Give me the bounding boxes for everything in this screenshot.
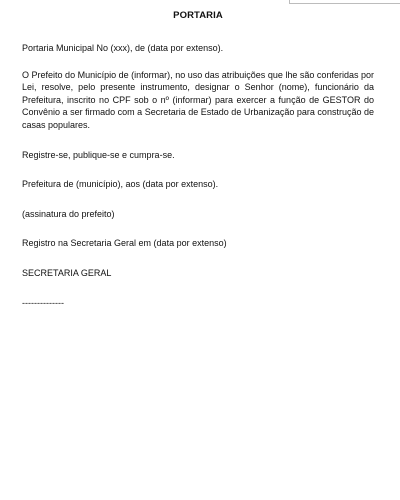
signature-line: (assinatura do prefeito) — [22, 208, 115, 219]
registre-line: Registre-se, publique-se e cumpra-se. — [22, 149, 175, 160]
window-frame-corner — [289, 0, 400, 4]
dashed-separator: -------------- — [22, 297, 64, 308]
registry-line: Registro na Secretaria Geral em (data por extenso) — [22, 238, 227, 249]
prefeitura-date-line: Prefeitura de (município), aos (data por extenso). — [22, 179, 219, 190]
document-page — [22, 10, 374, 309]
document-body-paragraph: O Prefeito do Município de (informar), no uso das atribuições que lhe são conferidas por Lei, resolve, pelo presente instrumento, designar o Senhor (nome), funcionário da Prefeitura, inscrito no CPF sob o nº (informar) para exercer a função de GESTOR do Convênio a ser firmado com a Secretaria de Estado de Urbanização para construção de casas populares. — [22, 69, 374, 130]
document-title: PORTARIA — [173, 10, 223, 21]
secretaria-label: SECRETARIA GERAL — [22, 267, 112, 278]
document-subtitle: Portaria Municipal No (xxx), de (data por extenso). — [22, 43, 224, 53]
